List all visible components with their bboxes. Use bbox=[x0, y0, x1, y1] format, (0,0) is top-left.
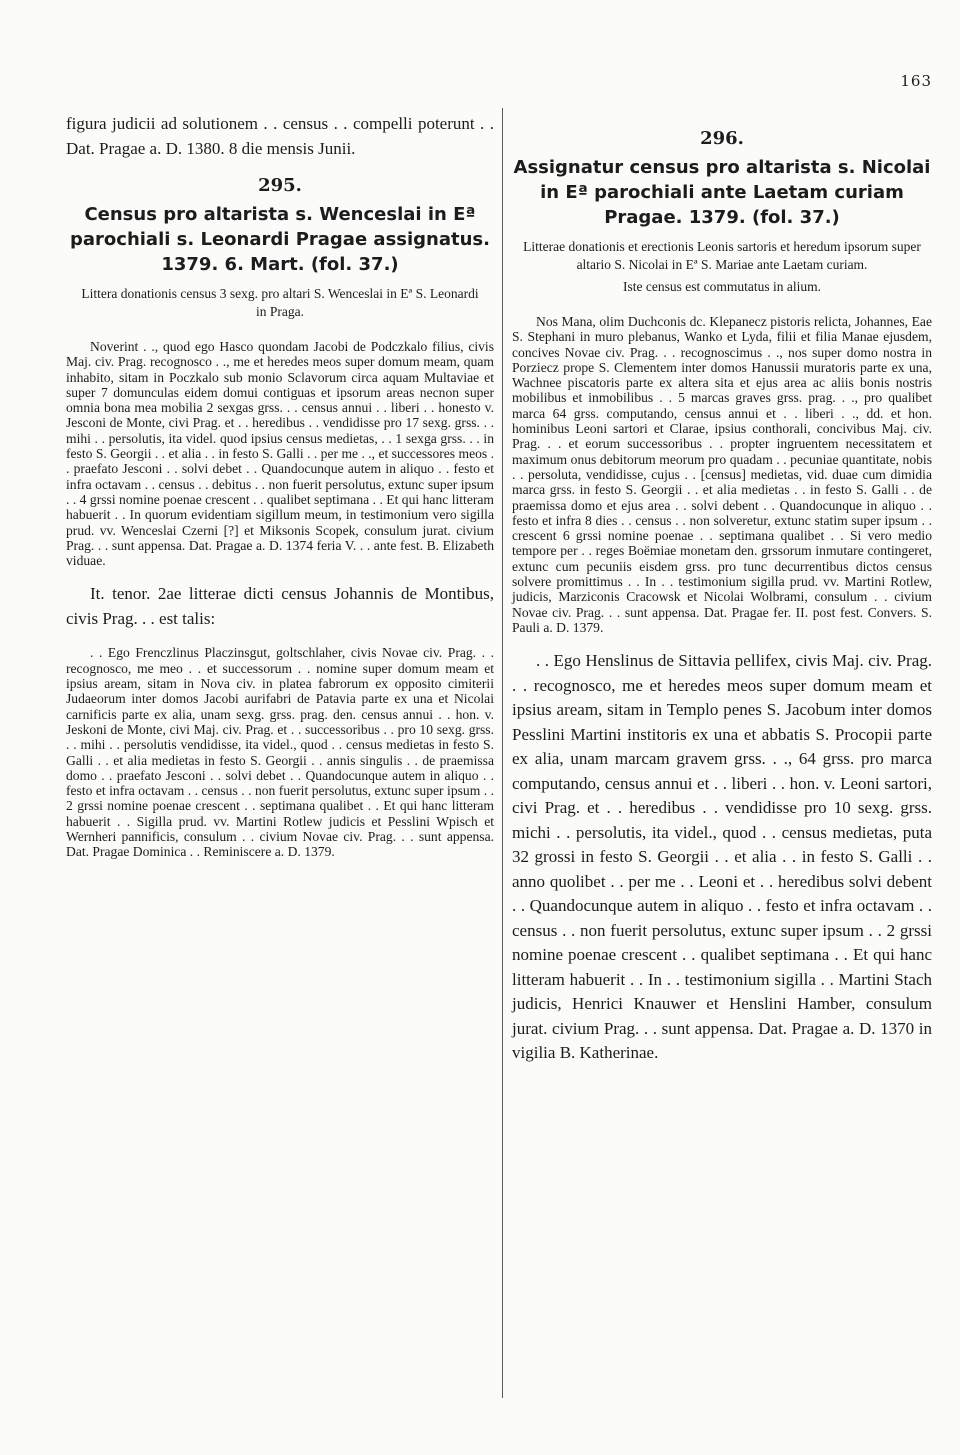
entry-note-296: Iste census est commutatus in alium. bbox=[623, 279, 821, 294]
continuation-text: figura judicii ad solutionem . . census . . compelli poterunt . . Dat. Pragae a. D. 1380. 8 die mensis Junii. bbox=[66, 114, 494, 158]
left-column bbox=[66, 112, 494, 874]
charter-text-296-2: . . Ego Henslinus de Sittavia pellifex, civis Maj. civ. Prag. . . recognosco, me et heredes meos super domum meam et ipsius aream, sitam in Templo penes S. Jacobum inter domos Pesslini Martini institoris ex una et abbatis S. Procopii parte ex alia, unam marcam gravem grss. . ., 64 grss. pro marca computando, census annui et . . liberi . . hon. v. Leoni sartori, civi Prag. et . . heredibus . . vendidisse pro 10 sexg. grss. michi . . persolutis, ita videl., quod . . census medietas, puta 32 grossi in festo S. Georgii . . et alia . . in festo S. Galli . . anno quolibet . . per me . . Leoni et . . heredibus solvi debent . . Quandocunque autem in aliquo . . festo et infra octavam . . census . . non fuerit persolutus, extunc super ipsum . . 2 grssi nomine poenae crescent . . qualibet septimana . . Et qui hanc litteram habuerit . . In . . testimonium sigilla . . Martini Stach judicis, Henrici Knauwer et Henslini Hamber, consulum jurat. civium Prag. . . sunt appensa. Dat. Pragae a. D. 1370 in vigilia B. Katherinae. bbox=[512, 651, 932, 1063]
entry-summary-296: Litterae donationis et erectionis Leonis sartoris et heredum ipsorum super altario S. Nicolai in Eª S. Mariae ante Laetam curiam. bbox=[523, 239, 921, 272]
entry-title-296: Assignatur census pro altarista s. Nicolai in Eª parochiali ante Laetam curiam Pragae. 1379. (fol. 37.) bbox=[513, 157, 931, 228]
charter-intro-295-2: It. tenor. 2ae litterae dicti census Johannis de Montibus, civis Prag. . . est talis: bbox=[66, 584, 494, 628]
entry-summary-295: Littera donationis census 3 sexg. pro altari S. Wenceslai in Eª S. Leonardi in Praga. bbox=[81, 286, 479, 319]
charter-text-296-1: Nos Mana, olim Duchconis dc. Klepanecz pistoris relicta, Johannes, Eae S. Stephani in muro plebanus, Wanko et Lyda, filii et filia Manae ejusdem, concives Novae civ. Prag. . . recognoscimus . ., nos super domo nostra in Porziecz prope S. Clementem inter domos Hanussii muratoris parte ex una, Wachnee piscatoris parte ex altera sita et ejus area ac aliis bonis nostris mobilibus et inmobilibus . . 5 marcas graves grss. prag. . ., pro qualibet marca 64 grss. computando, census annui et . . liberi . ., dd. et hon. hominibus Leoni sartori et Clarae, ipsius conthorali, concivibus Maj. civ. Prag. . . et eorum successoribus . . propter ingruentem necessitatem et maximum onus debitorum meorum pro quadam . . pecuniae quantitate, nobis . . persoluta, vendidisse, cujus . . [census] medietas, vid. duae cum dimidia marca grss. in festo S. Georgii . . et alia medietas . . in festo S. Galli . . de praemissa domo et ejus area . . solvi debent . . Quandocunque in aliquo . . festo et infra 8 dies . . census . . non solveretur, extunc statim super ipsum . . crescent 6 grssi nomine poenae . . septimana qualibet . . Si vero medio tempore per . . reges Boëmiae monetam den. grssorum inmutare contingeret, extunc cum pecuniis eisdem grss. pro tunc decurrentibus dictos census solvere promittimus . . In . . testimonium sigilla prud. vv. Martini Rotlew, judicis, Marziconis Cracowsk et Nicolai Wolbrami, consulum . . civium Novae civ. Prag. . . sunt appensa. Dat. Pragae fer. II. post fest. Convers. S. Pauli a. D. 1379. bbox=[512, 314, 932, 635]
entry-number-295: 295. bbox=[258, 175, 302, 196]
column-rule bbox=[502, 108, 503, 1398]
entry-title-295: Census pro altarista s. Wenceslai in Eª parochiali s. Leonardi Pragae assignatus. 1379. 6. Mart. (fol. 37.) bbox=[70, 204, 490, 275]
charter-text-295-2: . . Ego Frenczlinus Placzinsgut, goltschlaher, civis Novae civ. Prag. . . recognosco, me meo . . et successorum . . nomine super domum meam et ipsius aream, sitam in Nova civ. in platea fabrorum ex opposito cimiterii Judaeorum inter domos Jacobi aurifabri de Patavia parte ex una et Nicolai carnificis parte ex alia, unam sexg. grss. prag. den. census annui . . hon. v. Jeskoni de Monte, civi Maj. civ. Prag. et . . successoribus . . pro 10 sexg. grss. . . mihi . . persolutis vendidisse, ita videl., quod . . census medietas in festo S. Galli . . et alia medietas in festo S. Georgii . . annis singulis . . de praemissa domo . . praefato Jesconi . . solvi debet . . Quandocunque autem in aliquo . . festo et infra octavam . . census . . non fuerit persolutus, extunc super ipsum . . 2 grssi nomine poenae crescent . . septimana qualibet . . Et qui hanc litteram habuerit . . Sigilla prud. vv. Martini Rotlew judicis et Pesslini Wpisch et Wernheri pannificis, consulum . . civium Novae civ. Prag. . . sunt appensa. Dat. Pragae Dominica . . Reminiscere a. D. 1379. bbox=[66, 645, 494, 860]
charter-text-295-1: Noverint . ., quod ego Hasco quondam Jacobi de Podczkalo filius, civis Maj. civ. Prag. recognosco . ., me et heredes meos super domum meam, quam inhabito, sitam in Poczkalo sub monio Sclavorum circa aquam Multaviae et super 7 domunculas eidem domui contiguas et ipsorum areas necnon super omnia bona mea mobilia 2 sexgas grss. . . census annui . . liberi . . honesto v. Jesconi de Monte, civi Prag. et . . heredibus . . vendidisse pro 17 sexg. grss. . . mihi . . persolutis, ita videl. quod ipsius census medietas, . . 1 sexga grss. . . in festo S. Georgii . . et alia . . in festo S. Galli . . per me . ., et successores meos . . praefato Jesconi . . solvi debet . . Quandocunque autem in aliquo . . festo et infra octavam . . census . . debitus . . non fuerit persolutus, extunc super ipsum . . 4 grssi nomine poenae crescent . . qualibet septimana . . Et qui hanc litteram habuerit . . In quorum evidentiam sigillum meum, in testimonium vero sigilla prud. vv. Wenceslai Czerni [?] et Miksonis Scopek, consulum jurat. civium Prag. . . sunt appensa. Dat. Pragae a. D. 1374 feria V. . . ante fest. B. Elizabeth viduae. bbox=[66, 339, 494, 569]
right-column bbox=[512, 112, 932, 1080]
entry-number-296: 296. bbox=[700, 128, 744, 149]
page-number: 163 bbox=[900, 72, 932, 90]
